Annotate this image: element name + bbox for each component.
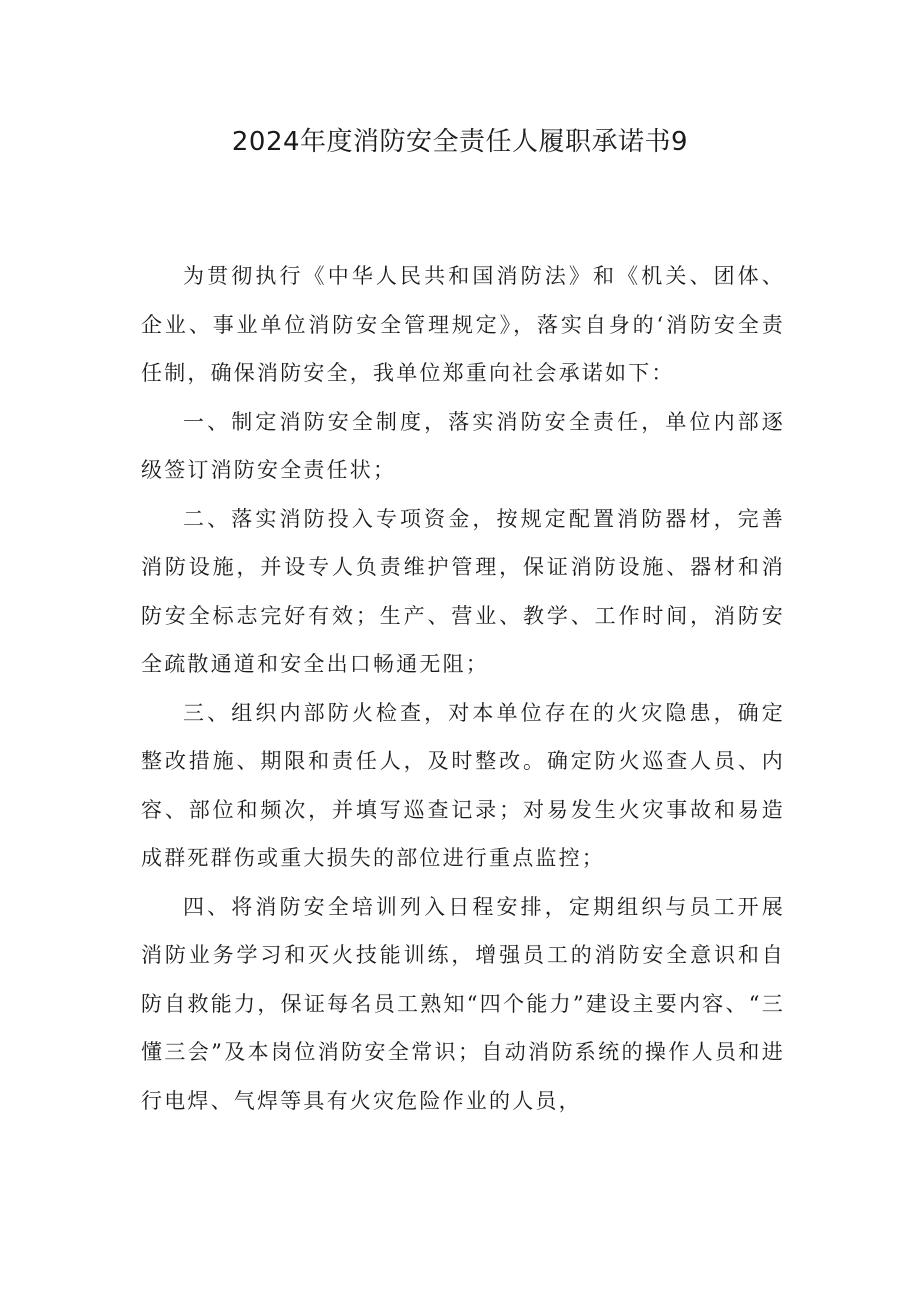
paragraph-item-3: 三、组织内部防火检查，对本单位存在的火灾隐患，确定整改措施、期限和责任人，及时整改。确定防火巡查人员、内容、部位和频次，并填写巡查记录；对易发生火灾事故和易造成群死群伤或重大损失的部位进行重点监控； <box>141 700 785 870</box>
paragraph-intro: 为贯彻执行《中华人民共和国消防法》和《机关、团体、企业、事业单位消防安全管理规定》，落实自身的‘消防安全责任制，确保消防安全，我单位郑重向社会承诺如下： <box>141 264 785 385</box>
paragraph-item-2: 二、落实消防投入专项资金，按规定配置消防器材，完善消防设施，并设专人负责维护管理，保证消防设施、器材和消防安全标志完好有效；生产、营业、教学、工作时间，消防安全疏散通道和安全出口畅通无阻； <box>141 506 785 676</box>
document-title: 2024年度消防安全责任人履职承诺书9 <box>231 127 689 157</box>
paragraph-item-4: 四、将消防安全培训列入日程安排，定期组织与员工开展消防业务学习和灭火技能训练，增强员工的消防安全意识和自防自救能力，保证每名员工熟知“四个能力”建设主要内容、“三懂三会”及本岗位消防安全常识；自动消防系统的操作人员和进行电焊、气焊等具有火灾危险作业的人员， <box>141 894 785 1113</box>
paragraph-item-1: 一、制定消防安全制度，落实消防安全责任，单位内部逐级签订消防安全责任状； <box>141 409 785 482</box>
document-body <box>141 252 785 1125</box>
